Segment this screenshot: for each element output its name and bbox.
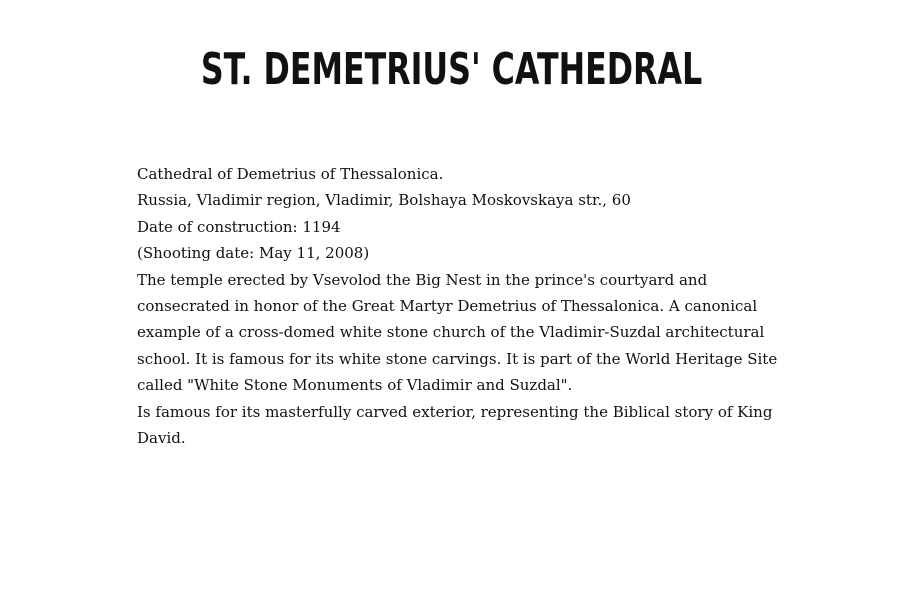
- body-text: [137, 161, 797, 451]
- exterior-paragraph: Is famous for its masterfully carved exterior, representing the Biblical story of King David.: [137, 402, 773, 448]
- construction-date-line: Date of construction: 1194: [137, 217, 341, 236]
- page-title: ST. DEMETRIUS' CATHEDRAL: [200, 44, 703, 95]
- shooting-date-line: (Shooting date: May 11, 2008): [137, 244, 370, 263]
- address-line: Russia, Vladimir region, Vladimir, Bolshaya Moskovskaya str., 60: [137, 191, 631, 210]
- cathedral-name-line: Cathedral of Demetrius of Thessalonica.: [137, 165, 444, 183]
- description-paragraph: The temple erected by Vsevolod the Big Nest in the prince's courtyard and consecrated in honor of the Great Martyr Demetrius of Thessalonica. A canonical example of a cross-domed white stone church of the Vladimir-Suzdal architectural school. It is famous for its white stone carvings. It is part of the World Heritage Site called "White Stone Monuments of Vladimir and Suzdal".: [137, 270, 778, 395]
